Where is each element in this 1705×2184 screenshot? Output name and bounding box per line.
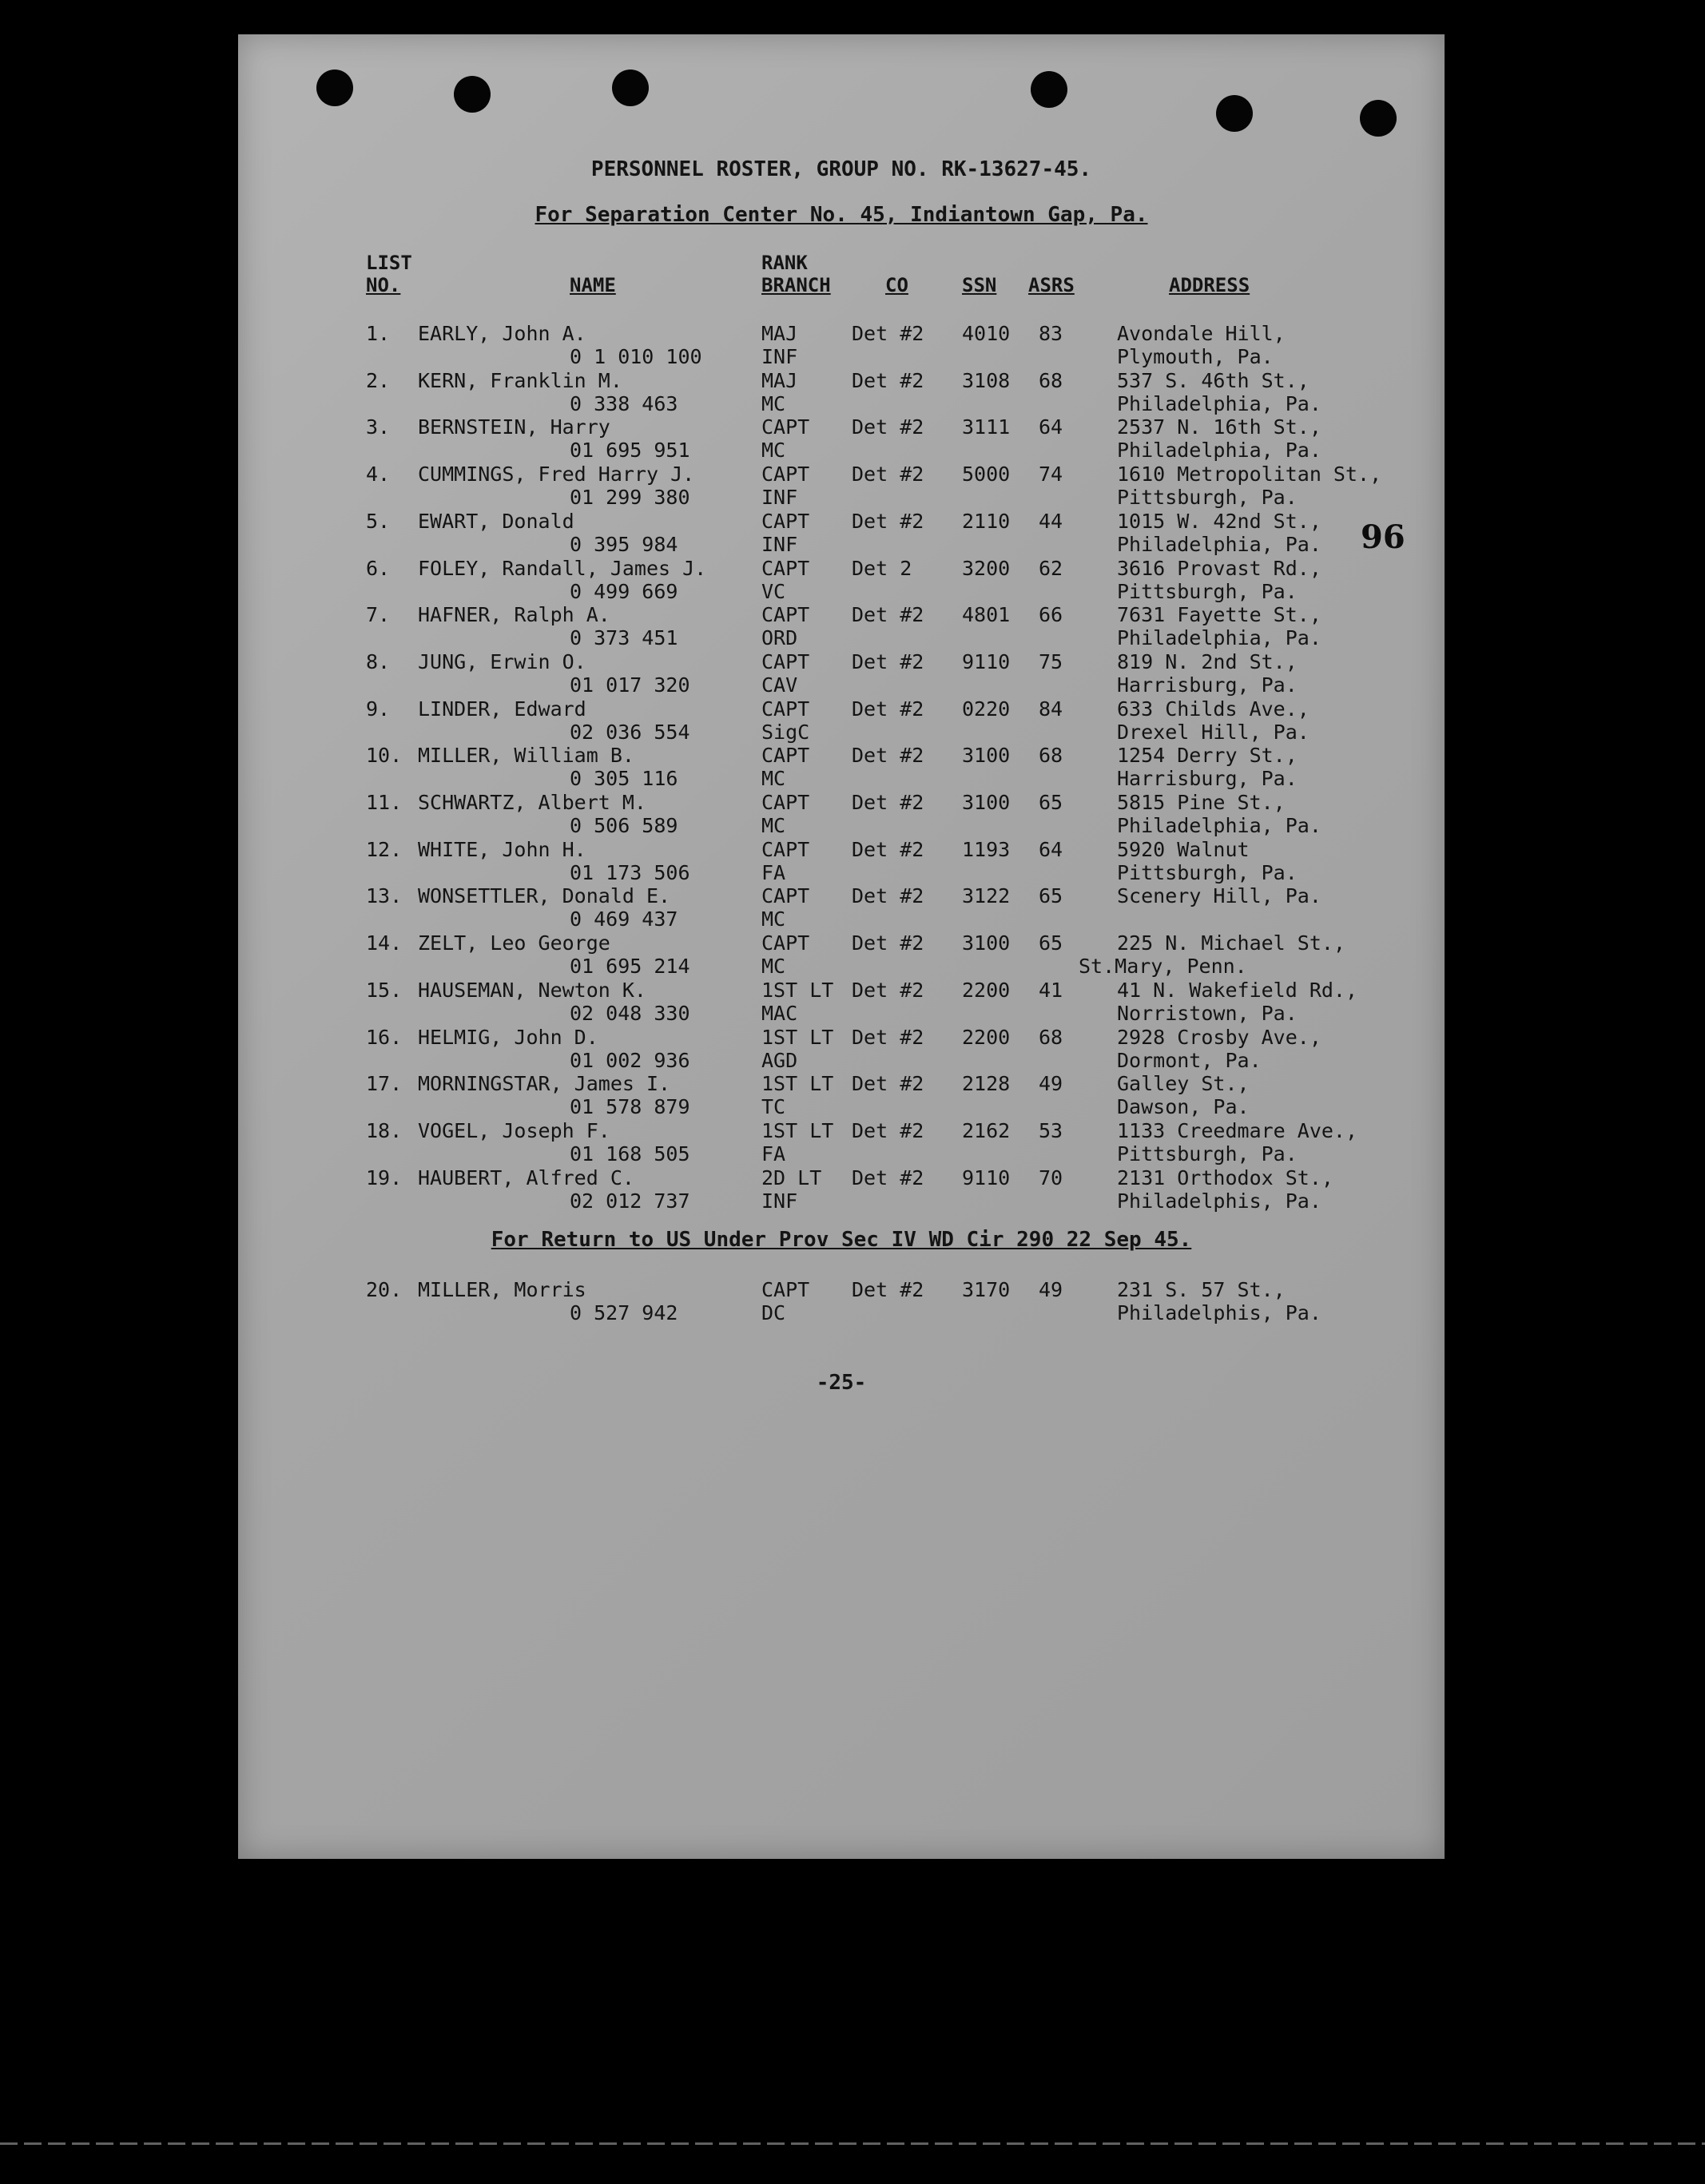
address-line-1: 231 S. 57 St., <box>1117 1278 1286 1301</box>
company: Det #2 <box>852 1165 924 1189</box>
branch: DC <box>761 1301 786 1324</box>
rank: CAPT <box>761 603 810 627</box>
serial-number: 0 1 010 100 <box>570 345 702 368</box>
list-number: 10. <box>366 744 403 768</box>
ssn: 9110 <box>962 1165 1011 1189</box>
column-header-address: ADDRESS <box>1169 274 1250 296</box>
rank: CAPT <box>761 463 810 486</box>
officer-name: MORNINGSTAR, James I. <box>418 1072 671 1096</box>
list-number: 1. <box>366 322 391 345</box>
serial-number: 0 305 116 <box>570 767 678 791</box>
list-number: 6. <box>366 556 391 580</box>
asrs-score: 84 <box>1039 697 1063 721</box>
asrs-score: 68 <box>1039 1025 1063 1049</box>
address-line-2: Philadelphis, Pa. <box>1117 1301 1321 1324</box>
branch: FA <box>761 860 786 884</box>
ssn: 2110 <box>962 509 1011 533</box>
serial-number: 02 048 330 <box>570 1001 690 1025</box>
address-line-2: Norristown, Pa. <box>1117 1001 1298 1025</box>
officer-name: EWART, Donald <box>418 509 574 533</box>
address-line-1: Galley St., <box>1117 1072 1250 1096</box>
asrs-score: 70 <box>1039 1165 1063 1189</box>
address-line-2: Philadelphia, Pa. <box>1117 532 1321 556</box>
rank: CAPT <box>761 556 810 580</box>
officer-name: JUNG, Erwin O. <box>418 649 586 673</box>
company: Det #2 <box>852 697 924 721</box>
officer-name: MILLER, Morris <box>418 1278 586 1301</box>
address-line-2: Pittsburgh, Pa. <box>1117 486 1298 510</box>
officer-name: WONSETTLER, Donald E. <box>418 884 671 908</box>
address-line-2: Philadelphia, Pa. <box>1117 814 1321 837</box>
address-line-1: 537 S. 46th St., <box>1117 368 1310 392</box>
company: Det #2 <box>852 744 924 768</box>
branch: MC <box>761 767 786 791</box>
branch: AGD <box>761 1048 798 1072</box>
officer-name: HELMIG, John D. <box>418 1025 598 1049</box>
branch: MAC <box>761 1001 798 1025</box>
ssn: 3100 <box>962 744 1011 768</box>
officer-name: FOLEY, Randall, James J. <box>418 556 707 580</box>
address-line-2: Philadelphia, Pa. <box>1117 391 1321 415</box>
branch: INF <box>761 1189 798 1213</box>
rank: CAPT <box>761 791 810 814</box>
address-line-1: 1610 Metropolitan St., <box>1117 463 1382 486</box>
branch: FA <box>761 1142 786 1165</box>
officer-name: KERN, Franklin M. <box>418 368 622 392</box>
asrs-score: 75 <box>1039 649 1063 673</box>
ssn: 3100 <box>962 931 1011 955</box>
asrs-score: 65 <box>1039 931 1063 955</box>
column-header-rank-branch: RANK BRANCH <box>761 252 831 296</box>
officer-name: MILLER, William B. <box>418 744 634 768</box>
serial-number: 01 578 879 <box>570 1095 690 1119</box>
list-number: 14. <box>366 931 403 955</box>
asrs-score: 68 <box>1039 368 1063 392</box>
serial-number: 02 012 737 <box>570 1189 690 1213</box>
address-line-1: 7631 Fayette St., <box>1117 603 1321 627</box>
ssn: 3122 <box>962 884 1011 908</box>
ssn: 0220 <box>962 697 1011 721</box>
punch-hole <box>1216 95 1253 132</box>
column-header-co: CO <box>885 274 908 296</box>
asrs-score: 65 <box>1039 884 1063 908</box>
rank: CAPT <box>761 415 810 439</box>
list-number: 15. <box>366 978 403 1002</box>
company: Det #2 <box>852 509 924 533</box>
ssn: 3100 <box>962 791 1011 814</box>
serial-number: 0 506 589 <box>570 814 678 837</box>
company: Det #2 <box>852 649 924 673</box>
company: Det #2 <box>852 415 924 439</box>
address-line-1: 819 N. 2nd St., <box>1117 649 1298 673</box>
ssn: 2200 <box>962 1025 1011 1049</box>
column-header-name: NAME <box>570 274 616 296</box>
serial-number: 01 695 214 <box>570 955 690 979</box>
scan-edge-line <box>0 2142 1705 2145</box>
list-number: 3. <box>366 415 391 439</box>
company: Det #2 <box>852 791 924 814</box>
list-number: 20. <box>366 1278 403 1301</box>
branch: MC <box>761 955 786 979</box>
company: Det #2 <box>852 1072 924 1096</box>
ssn: 2128 <box>962 1072 1011 1096</box>
rank: CAPT <box>761 884 810 908</box>
serial-number: 02 036 554 <box>570 720 690 744</box>
list-number: 16. <box>366 1025 403 1049</box>
rank: 1ST LT <box>761 978 834 1002</box>
address-line-1: 5815 Pine St., <box>1117 791 1286 814</box>
branch: MC <box>761 391 786 415</box>
ssn: 4010 <box>962 322 1011 345</box>
document-page <box>238 34 1445 1859</box>
ssn: 3111 <box>962 415 1011 439</box>
address-line-2: Plymouth, Pa. <box>1117 345 1274 368</box>
officer-name: EARLY, John A. <box>418 322 586 345</box>
address-line-2: Harrisburg, Pa. <box>1117 767 1298 791</box>
ssn: 2162 <box>962 1118 1011 1142</box>
list-number: 13. <box>366 884 403 908</box>
rank: 2D LT <box>761 1165 822 1189</box>
address-line-1: 41 N. Wakefield Rd., <box>1117 978 1358 1002</box>
punch-hole <box>1031 71 1067 108</box>
asrs-score: 64 <box>1039 837 1063 861</box>
ssn: 5000 <box>962 463 1011 486</box>
address-line-1: Scenery Hill, Pa. <box>1117 884 1321 908</box>
roster-title: PERSONNEL ROSTER, GROUP NO. RK-13627-45. <box>590 157 1092 181</box>
punch-hole <box>612 69 649 106</box>
asrs-score: 41 <box>1039 978 1063 1002</box>
address-line-1: 2537 N. 16th St., <box>1117 415 1321 439</box>
rank: 1ST LT <box>761 1118 834 1142</box>
list-number: 8. <box>366 649 391 673</box>
rank: CAPT <box>761 744 810 768</box>
officer-name: ZELT, Leo George <box>418 931 610 955</box>
asrs-score: 74 <box>1039 463 1063 486</box>
serial-number: 01 173 506 <box>570 860 690 884</box>
address-line-1: 1015 W. 42nd St., <box>1117 509 1321 533</box>
rank: CAPT <box>761 931 810 955</box>
roster-subtitle: For Separation Center No. 45, Indiantown Gap, Pa. <box>535 203 1148 227</box>
address-line-2: Philadelphia, Pa. <box>1117 626 1321 650</box>
branch: MC <box>761 814 786 837</box>
section-heading: For Return to US Under Prov Sec IV WD Cir 290 22 Sep 45. <box>491 1228 1192 1252</box>
list-number: 9. <box>366 697 391 721</box>
ssn: 3170 <box>962 1278 1011 1301</box>
rank: 1ST LT <box>761 1072 834 1096</box>
address-line-1: 1254 Derry St., <box>1117 744 1298 768</box>
asrs-score: 53 <box>1039 1118 1063 1142</box>
branch: MC <box>761 907 786 931</box>
column-header-asrs: ASRS <box>1028 274 1075 296</box>
rank: CAPT <box>761 697 810 721</box>
company: Det 2 <box>852 556 912 580</box>
address-line-2: Harrisburg, Pa. <box>1117 673 1298 697</box>
asrs-score: 66 <box>1039 603 1063 627</box>
asrs-score: 68 <box>1039 744 1063 768</box>
company: Det #2 <box>852 603 924 627</box>
serial-number: 01 002 936 <box>570 1048 690 1072</box>
branch: CAV <box>761 673 798 697</box>
branch: ORD <box>761 626 798 650</box>
officer-name: SCHWARTZ, Albert M. <box>418 791 646 814</box>
asrs-score: 65 <box>1039 791 1063 814</box>
asrs-score: 64 <box>1039 415 1063 439</box>
list-number: 12. <box>366 837 403 861</box>
serial-number: 01 168 505 <box>570 1142 690 1165</box>
rank: CAPT <box>761 649 810 673</box>
company: Det #2 <box>852 322 924 345</box>
asrs-score: 44 <box>1039 509 1063 533</box>
ssn: 4801 <box>962 603 1011 627</box>
asrs-score: 62 <box>1039 556 1063 580</box>
address-line-2: Pittsburgh, Pa. <box>1117 860 1298 884</box>
officer-name: VOGEL, Joseph F. <box>418 1118 610 1142</box>
list-number: 17. <box>366 1072 403 1096</box>
rank: 1ST LT <box>761 1025 834 1049</box>
serial-number: 0 395 984 <box>570 532 678 556</box>
address-line-1: 1133 Creedmare Ave., <box>1117 1118 1358 1142</box>
punch-hole <box>1360 100 1397 137</box>
asrs-score: 49 <box>1039 1072 1063 1096</box>
punch-hole <box>316 69 353 106</box>
officer-name: LINDER, Edward <box>418 697 586 721</box>
company: Det #2 <box>852 837 924 861</box>
branch: SigC <box>761 720 810 744</box>
branch: INF <box>761 486 798 510</box>
column-header-list-no: LIST NO. <box>366 252 412 296</box>
rank: MAJ <box>761 368 798 392</box>
officer-name: HAUBERT, Alfred C. <box>418 1165 634 1189</box>
list-number: 18. <box>366 1118 403 1142</box>
serial-number: 01 299 380 <box>570 486 690 510</box>
officer-name: WHITE, John H. <box>418 837 586 861</box>
punch-hole <box>454 76 491 113</box>
ssn: 1193 <box>962 837 1011 861</box>
address-line-2: Pittsburgh, Pa. <box>1117 1142 1298 1165</box>
column-header-ssn: SSN <box>962 274 997 296</box>
serial-number: 01 017 320 <box>570 673 690 697</box>
rank: CAPT <box>761 1278 810 1301</box>
page-number: -25- <box>816 1371 867 1395</box>
address-line-2: Philadelphia, Pa. <box>1117 439 1321 463</box>
address-line-2: Philadelphis, Pa. <box>1117 1189 1321 1213</box>
serial-number: 01 695 951 <box>570 439 690 463</box>
list-number: 5. <box>366 509 391 533</box>
branch: INF <box>761 345 798 368</box>
company: Det #2 <box>852 1278 924 1301</box>
officer-name: BERNSTEIN, Harry <box>418 415 610 439</box>
ssn: 9110 <box>962 649 1011 673</box>
serial-number: 0 469 437 <box>570 907 678 931</box>
address-line-2: Dormont, Pa. <box>1117 1048 1262 1072</box>
address-line-1: 2928 Crosby Ave., <box>1117 1025 1321 1049</box>
company: Det #2 <box>852 978 924 1002</box>
company: Det #2 <box>852 463 924 486</box>
list-number: 4. <box>366 463 391 486</box>
company: Det #2 <box>852 884 924 908</box>
officer-name: CUMMINGS, Fred Harry J. <box>418 463 695 486</box>
address-line-1: Avondale Hill, <box>1117 322 1286 345</box>
officer-name: HAUSEMAN, Newton K. <box>418 978 646 1002</box>
list-number: 2. <box>366 368 391 392</box>
company: Det #2 <box>852 1025 924 1049</box>
address-line-2: Dawson, Pa. <box>1117 1095 1250 1119</box>
rank: CAPT <box>761 837 810 861</box>
address-line-1: 2131 Orthodox St., <box>1117 1165 1333 1189</box>
list-number: 7. <box>366 603 391 627</box>
address-line-1: 5920 Walnut <box>1117 837 1250 861</box>
rank: CAPT <box>761 509 810 533</box>
asrs-score: 49 <box>1039 1278 1063 1301</box>
branch: VC <box>761 579 786 603</box>
branch: MC <box>761 439 786 463</box>
branch: INF <box>761 532 798 556</box>
ssn: 2200 <box>962 978 1011 1002</box>
ssn: 3108 <box>962 368 1011 392</box>
list-number: 11. <box>366 791 403 814</box>
company: Det #2 <box>852 931 924 955</box>
officer-name: HAFNER, Ralph A. <box>418 603 610 627</box>
address-line-2: Drexel Hill, Pa. <box>1117 720 1310 744</box>
company: Det #2 <box>852 1118 924 1142</box>
asrs-score: 83 <box>1039 322 1063 345</box>
serial-number: 0 338 463 <box>570 391 678 415</box>
serial-number: 0 373 451 <box>570 626 678 650</box>
serial-number: 0 527 942 <box>570 1301 678 1324</box>
margin-note: 96 <box>1361 518 1405 556</box>
ssn: 3200 <box>962 556 1011 580</box>
address-line-2: Pittsburgh, Pa. <box>1117 579 1298 603</box>
branch: TC <box>761 1095 786 1119</box>
rank: MAJ <box>761 322 798 345</box>
address-line-2: St.Mary, Penn. <box>1079 955 1247 979</box>
address-line-1: 633 Childs Ave., <box>1117 697 1310 721</box>
address-line-1: 3616 Provast Rd., <box>1117 556 1321 580</box>
company: Det #2 <box>852 368 924 392</box>
address-line-1: 225 N. Michael St., <box>1117 931 1345 955</box>
serial-number: 0 499 669 <box>570 579 678 603</box>
list-number: 19. <box>366 1165 403 1189</box>
